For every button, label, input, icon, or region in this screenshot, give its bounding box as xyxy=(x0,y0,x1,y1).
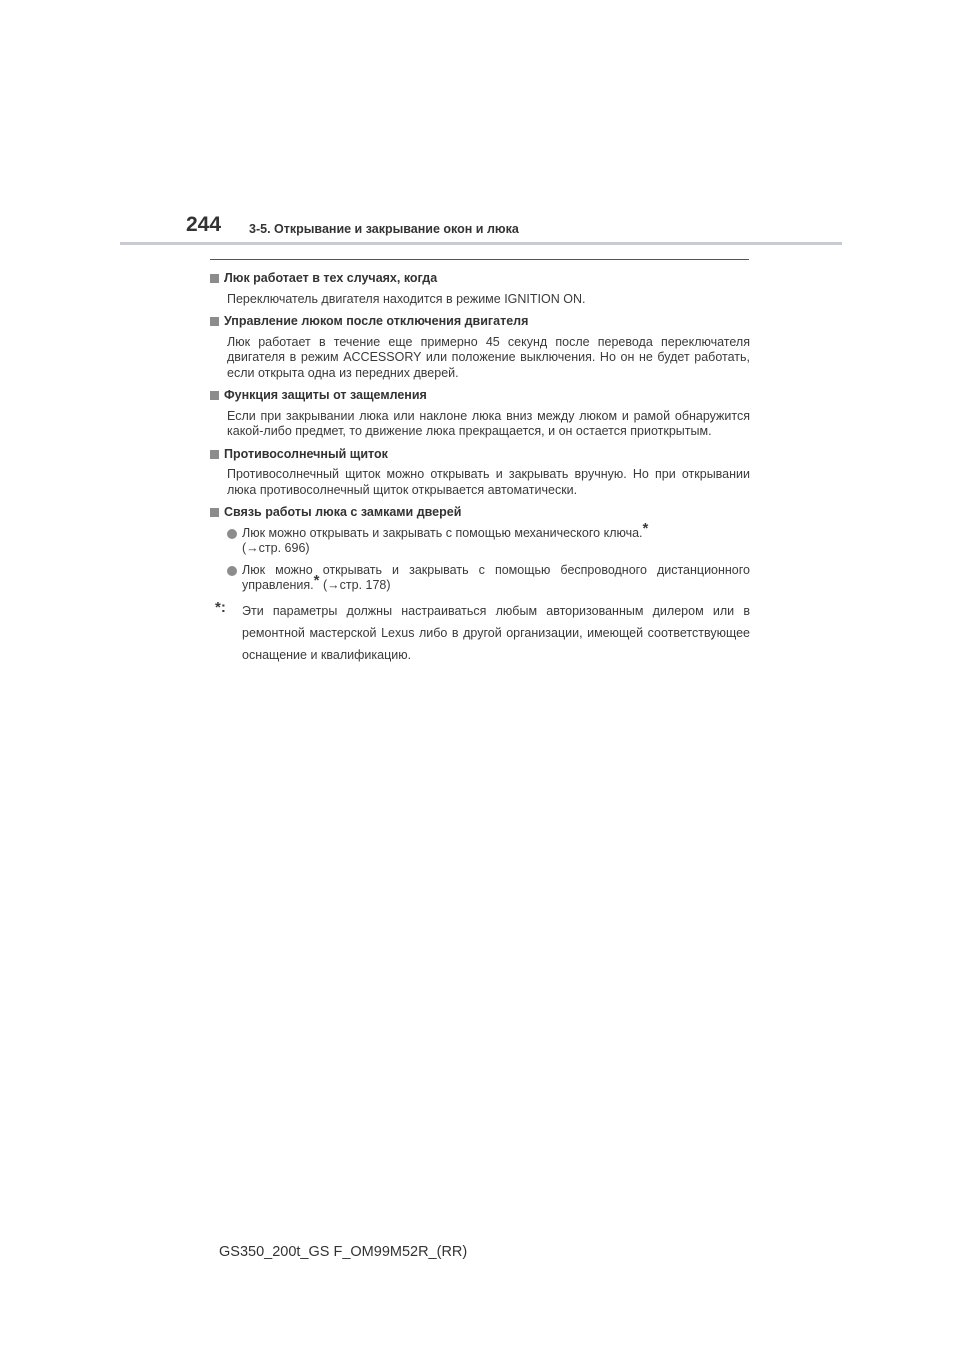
document-code: GS350_200t_GS F_OM99M52R_(RR) xyxy=(219,1244,468,1260)
section-heading: Противосолнечный щиток xyxy=(210,447,750,463)
section-text: Люк работает в течение еще примерно 45 секунд после перевода переключателя двигателя в режим ACCESSORY или положение выключения. Но он не будет работать, если открыта одна из передних дверей. xyxy=(227,334,750,380)
footnote xyxy=(210,600,750,666)
section-heading: Связь работы люка с замками дверей xyxy=(210,505,750,521)
section-heading: Функция защиты от защемления xyxy=(210,388,750,404)
footnote-star: * xyxy=(642,519,649,537)
section-text: Переключатель двигателя находится в режиме IGNITION ON. xyxy=(227,291,586,306)
list-item xyxy=(227,563,750,594)
section-title: 3-5. Открывание и закрывание окон и люка xyxy=(249,222,519,236)
page-reference: (→стр. 696) xyxy=(242,541,310,555)
footnote-mark: *: xyxy=(215,598,226,616)
footnote-text: Эти параметры должны настраиваться любым авторизованным дилером или в ремонтной мастерской Lexus либо в другой организации, имеющей соответствующее оснащение и квалификацию. xyxy=(242,603,750,662)
section-heading: Управление люком после отключения двигателя xyxy=(210,314,750,330)
footnote-star: * xyxy=(313,572,320,589)
square-bullet-icon xyxy=(210,391,219,400)
list-item-text: Люк можно открывать и закрывать с помощью механического ключа. xyxy=(242,525,643,540)
header-rule xyxy=(120,242,842,245)
section-text: Противосолнечный щиток можно открывать и закрывать вручную. Но при открывании люка противосолнечный щиток открывается автоматически. xyxy=(227,467,750,497)
circle-bullet-icon xyxy=(227,529,237,539)
page-reference: (→стр. 178) xyxy=(322,578,391,592)
square-bullet-icon xyxy=(210,508,219,517)
square-bullet-icon xyxy=(210,450,219,459)
square-bullet-icon xyxy=(210,274,219,283)
section-text: Если при закрывании люка или наклоне люка вниз между люком и рамой обнаружится какой-либо предмет, то движение люка прекращается, и он остается приоткрытым. xyxy=(227,408,750,438)
list-item-text: Люк можно открывать и закрывать с помощью беспроводного дистанционного управления. xyxy=(242,562,750,592)
circle-bullet-icon xyxy=(227,566,237,576)
page-number: 244 xyxy=(186,213,222,236)
square-bullet-icon xyxy=(210,317,219,326)
content-rule xyxy=(210,259,749,260)
section-heading: Люк работает в тех случаях, когда xyxy=(210,271,750,287)
list-item xyxy=(227,519,750,557)
page-content xyxy=(210,271,750,666)
